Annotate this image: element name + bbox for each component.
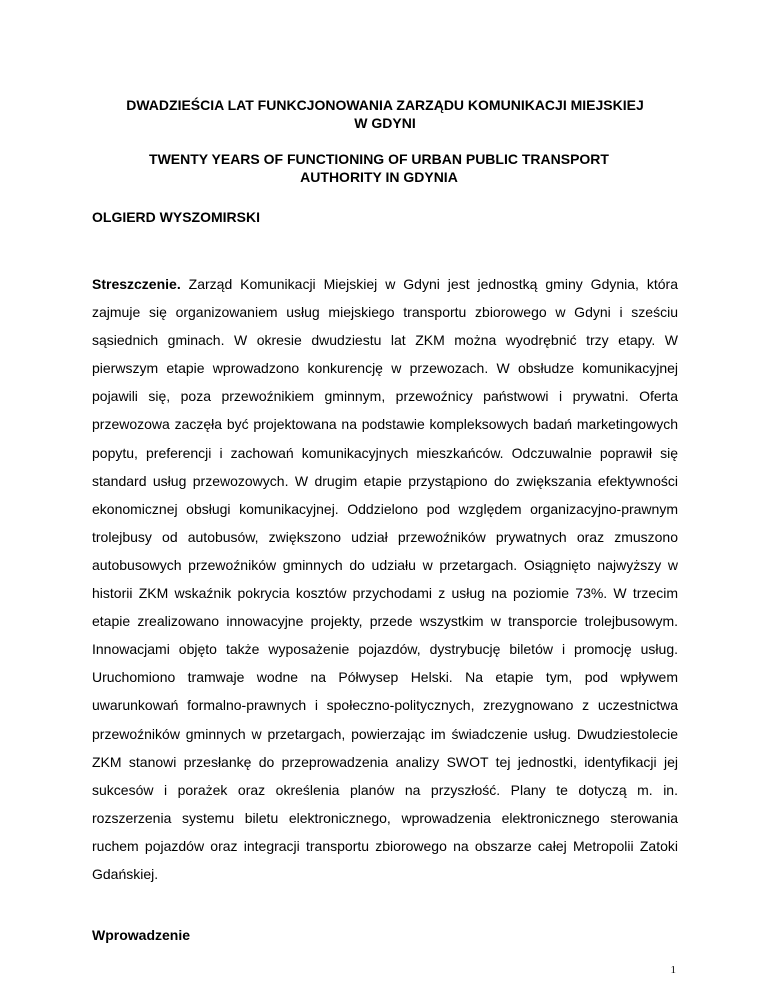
title-english-line-1: TWENTY YEARS OF FUNCTIONING OF URBAN PUBLIC TRANSPORT bbox=[149, 151, 609, 167]
title-polish-line-1: DWADZIEŚCIA LAT FUNKCJONOWANIA ZARZĄDU KOMUNIKACJI MIEJSKIEJ bbox=[126, 97, 644, 113]
author-name: OLGIERD WYSZOMIRSKI bbox=[92, 209, 260, 225]
abstract-paragraph bbox=[92, 270, 678, 888]
title-english bbox=[92, 150, 678, 186]
page-number: 1 bbox=[670, 964, 676, 976]
abstract-text: Zarząd Komunikacji Miejskiej w Gdyni jest jednostką gminy Gdynia, która zajmuje się organizowaniem usług miejskiego transportu zbiorowego w Gdyni i sześciu sąsiednich gminach. W okresie dwudziestu lat ZKM można wyodrębnić trzy etapy. W pierwszym etapie wprowadzono konkurencję w przewozach. W obsłudze komunikacyjnej pojawili się, poza przewoźnikiem gminnym, przewoźnicy państwowi i prywatni. Oferta przewozowa zaczęła być projektowana na podstawie kompleksowych badań marketingowych popytu, preferencji i zachowań komunikacyjnych mieszkańców. Odczuwalnie poprawił się standard usług przewozowych. W drugim etapie przystąpiono do zwiększania efektywności ekonomicznej obsługi komunikacyjnej. Oddzielono pod względem organizacyjno-prawnym trolejbusy od autobusów, zwiększono udział przewoźników prywatnych oraz zmuszono autobusowych przewoźników gminnych do udziału w przetargach. Osiągnięto najwyższy w historii ZKM wskaźnik pokrycia kosztów przychodami z usług na poziomie 73%. W trzecim etapie zrealizowano innowacyjne projekty, przede wszystkim w transporcie trolejbusowym. Innowacjami objęto także wyposażenie pojazdów, dystrybucję biletów i promocję usług. Uruchomiono tramwaje wodne na Półwysep Helski. Na etapie tym, pod wpływem uwarunkowań formalno-prawnych i społeczno-politycznych, zrezygnowano z uczestnictwa przewoźników gminnych w przetargach, powierzając im świadczenie usług. Dwudziestolecie ZKM stanowi przesłankę do przeprowadzenia analizy SWOT tej jednostki, identyfikacji jej sukcesów i porażek oraz określenia planów na przyszłość. Plany te dotyczą m. in. rozszerzenia systemu biletu elektronicznego, wprowadzenia elektronicznego sterowania ruchem pojazdów oraz integracji transportu zbiorowego na obszarze całej Metropolii Zatoki Gdańskiej. bbox=[92, 276, 678, 882]
section-heading-introduction: Wprowadzenie bbox=[92, 927, 191, 944]
title-polish bbox=[92, 96, 678, 132]
abstract-label: Streszczenie. bbox=[92, 276, 181, 292]
title-english-line-2: AUTHORITY IN GDYNIA bbox=[300, 169, 458, 185]
document-page bbox=[92, 96, 678, 944]
title-polish-line-2: W GDYNI bbox=[354, 115, 416, 131]
